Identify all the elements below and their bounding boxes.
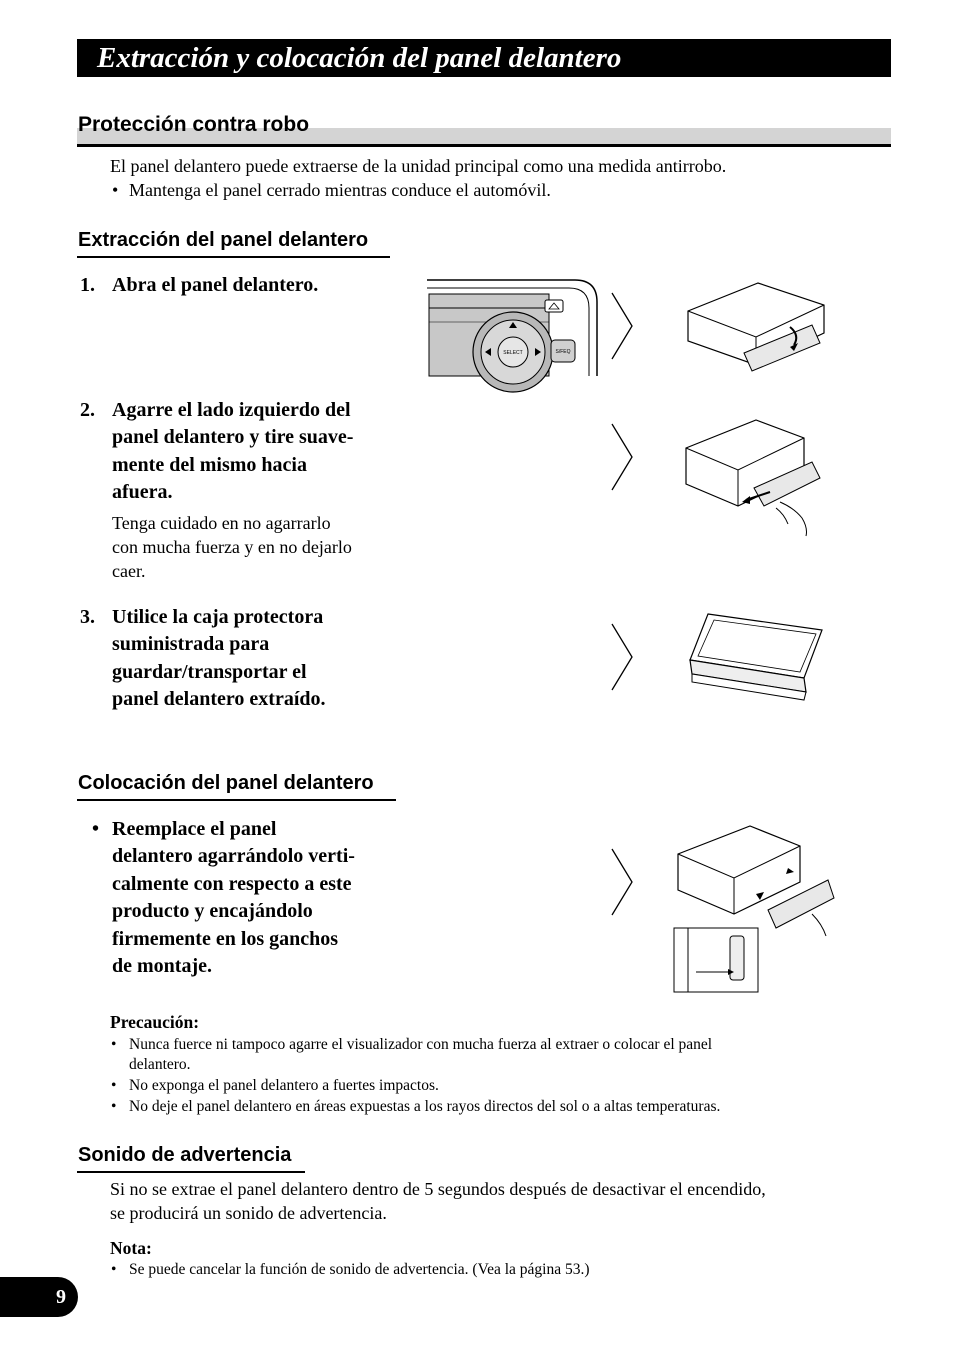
step-arrow-3	[610, 623, 634, 691]
unit-pull-panel-illustration	[684, 418, 824, 538]
section-heading-warning: Sonido de advertencia	[78, 1144, 292, 1166]
title-bar	[77, 39, 891, 77]
step-3-number: 3.	[80, 606, 95, 628]
attach-bullet-marker: •	[92, 818, 100, 840]
step-2-note-2: con mucha fuerza y en no dejarlo	[112, 537, 352, 557]
section-heading-theft: Protección contra robo	[78, 113, 310, 136]
step-1-text: Abra el panel delantero.	[112, 274, 319, 296]
subsection-rule	[77, 1171, 305, 1173]
head-unit-illustration	[427, 278, 599, 376]
theft-bullet: Mantenga el panel cerrado mientras conduce el automóvil.	[129, 180, 551, 200]
page-number-tab	[0, 1277, 78, 1317]
note-bullet-marker: •	[111, 1261, 117, 1278]
page-number: 9	[56, 1286, 66, 1308]
select-label: SELECT	[503, 350, 523, 356]
caution-item-3: No deje el panel delantero en áreas expuestas a los rayos directos del sol o a altas temperaturas.	[129, 1098, 721, 1115]
attach-line-5: firmemente en los ganchos	[112, 928, 339, 950]
step-2-line-2: panel delantero y tire suave-	[112, 426, 354, 448]
caution-bullet-marker: •	[111, 1036, 117, 1053]
warning-line-2: se producirá un sonido de advertencia.	[110, 1203, 387, 1223]
section-heading-remove: Extracción del panel delantero	[78, 229, 369, 251]
attach-line-2: delantero agarrándolo verti-	[112, 845, 355, 867]
step-2-number: 2.	[80, 399, 95, 421]
caution-item-1-line-2: delantero.	[129, 1056, 191, 1073]
protective-case-illustration	[686, 608, 826, 704]
attach-line-6: de montaje.	[112, 955, 212, 977]
step-2-note-3: caer.	[112, 561, 146, 581]
unit-open-panel-illustration	[686, 281, 826, 373]
caution-bullet-marker: •	[111, 1077, 117, 1094]
note-item: Se puede cancelar la función de sonido de advertencia. (Vea la página 53.)	[129, 1261, 590, 1278]
attach-panel-illustration	[672, 824, 838, 996]
step-2-line-3: mente del mismo hacia	[112, 454, 307, 476]
step-2-line-1: Agarre el lado izquierdo del	[112, 399, 351, 421]
section-heading-attach: Colocación del panel delantero	[78, 772, 374, 794]
caution-item-1-line-1: Nunca fuerce ni tampoco agarre el visualizador con mucha fuerza al extraer o colocar el panel	[129, 1036, 713, 1053]
attach-line-3: calmente con respecto a este	[112, 873, 352, 895]
warning-line-1: Si no se extrae el panel delantero dentro de 5 segundos después de desactivar el encendido,	[110, 1179, 766, 1199]
step-2-line-4: afuera.	[112, 481, 173, 503]
step-3-line-1: Utilice la caja protectora	[112, 606, 324, 628]
step-2-note-1: Tenga cuidado en no agarrarlo	[112, 513, 331, 533]
step-3-line-4: panel delantero extraído.	[112, 688, 326, 710]
step-1-number: 1.	[80, 274, 95, 296]
page-title: Extracción y colocación del panel delantero	[97, 42, 622, 74]
theft-intro: El panel delantero puede extraerse de la unidad principal como una medida antirrobo.	[110, 156, 727, 176]
step-arrow-1	[610, 292, 634, 360]
attach-line-4: producto y encajándolo	[112, 900, 313, 922]
attach-line-1: Reemplace el panel	[112, 818, 277, 840]
subsection-rule	[77, 256, 390, 258]
step-3-line-3: guardar/transportar el	[112, 661, 307, 683]
caution-item-2: No exponga el panel delantero a fuertes impactos.	[129, 1077, 439, 1094]
caution-bullet-marker: •	[111, 1098, 117, 1115]
note-label: Nota:	[110, 1238, 152, 1258]
sfeq-label: S/FEQ	[555, 349, 571, 355]
theft-bullet-marker: •	[112, 180, 119, 200]
step-arrow-4	[610, 848, 634, 916]
subsection-rule	[77, 799, 396, 801]
step-3-line-2: suministrada para	[112, 633, 270, 655]
caution-label: Precaución:	[110, 1012, 200, 1032]
step-arrow-2	[610, 423, 634, 491]
section-rule	[77, 144, 891, 147]
